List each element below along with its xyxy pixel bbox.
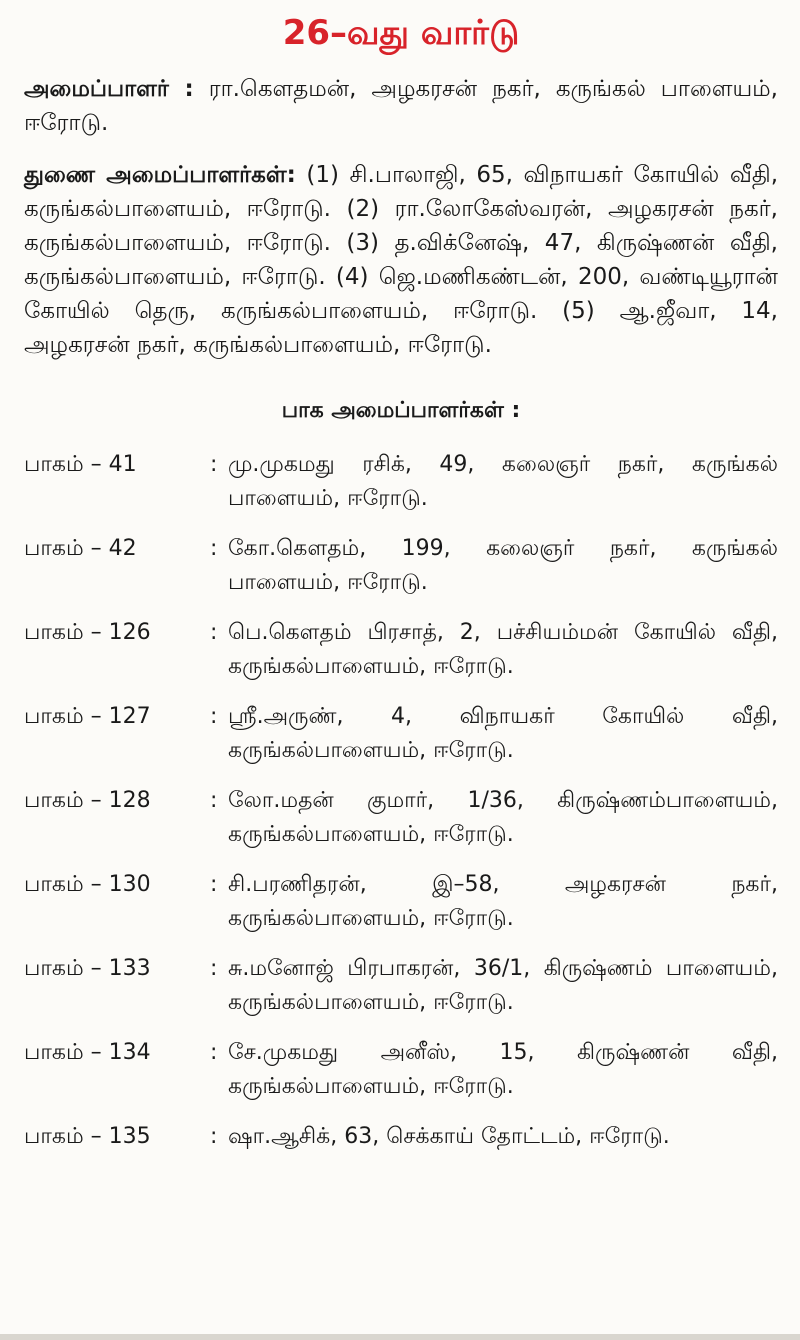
part-number: பாகம் – 128 xyxy=(24,788,151,813)
list-item xyxy=(24,784,778,852)
separator-colon: : xyxy=(210,536,218,561)
list-item xyxy=(24,700,778,768)
part-organizers-heading: பாக அமைப்பாளர்கள் : xyxy=(281,398,521,423)
separator-colon: : xyxy=(210,1124,218,1149)
deputy-organizers-text: (1) சி.பாலாஜி, 65, விநாயகர் கோயில் வீதி, கருங்கல்பாளையம், ஈரோடு. (2) ரா.லோகேஸ்வரன், அழகரசன் நகர், கருங்கல்பாளையம், ஈரோடு. (3) த.விக்னேஷ், 47, கிருஷ்ணன் வீதி, கருங்கல்பாளையம், ஈரோடு. (4) ஜெ.மணிகண்டன், 200, வண்டியூரான் கோயில் தெரு, கருங்கல்பாளையம், ஈரோடு. (5) ஆ.ஜீவா, 14, அழகரசன் நகர், கருங்கல்பாளையம், ஈரோடு. xyxy=(24,162,779,358)
list-item xyxy=(24,868,778,936)
bottom-divider xyxy=(0,1334,800,1340)
list-item xyxy=(24,1120,778,1154)
list-item xyxy=(24,448,778,516)
separator-colon: : xyxy=(210,956,218,981)
part-organizer-details: சே.முகமது அனீஸ், 15, கிருஷ்ணன் வீதி, கருங்கல்பாளையம், ஈரோடு. xyxy=(228,1040,778,1099)
organizer-label: அமைப்பாளர் : xyxy=(24,76,194,102)
list-item xyxy=(24,952,778,1020)
part-number: பாகம் – 42 xyxy=(24,536,137,561)
part-organizer-details: சி.பரணிதரன், இ–58, அழகரசன் நகர், கருங்கல்பாளையம், ஈரோடு. xyxy=(228,872,778,931)
list-item xyxy=(24,1036,778,1104)
part-organizer-details: லோ.மதன் குமார், 1/36, கிருஷ்ணம்பாளையம், கருங்கல்பாளையம், ஈரோடு. xyxy=(228,788,778,847)
ward-title: 26–வது வார்டு xyxy=(282,13,520,53)
part-organizer-details: பெ.கௌதம் பிரசாத், 2, பச்சியம்மன் கோயில் வீதி, கருங்கல்பாளையம், ஈரோடு. xyxy=(228,620,778,679)
deputy-organizers-paragraph xyxy=(24,158,778,362)
separator-colon: : xyxy=(210,704,218,729)
part-organizer-details: ஸ்ரீ.அருண், 4, விநாயகர் கோயில் வீதி, கருங்கல்பாளையம், ஈரோடு. xyxy=(228,704,778,763)
separator-colon: : xyxy=(210,788,218,813)
list-item xyxy=(24,532,778,600)
part-organizer-details: மு.முகமது ரசிக், 49, கலைஞர் நகர், கருங்கல் பாளையம், ஈரோடு. xyxy=(228,452,778,511)
organizer-paragraph xyxy=(24,72,778,140)
list-item xyxy=(24,616,778,684)
organizer-text: ரா.கௌதமன், அழகரசன் நகர், கருங்கல் பாளையம், ஈரோடு. xyxy=(24,76,778,136)
separator-colon: : xyxy=(210,872,218,897)
part-number: பாகம் – 127 xyxy=(24,704,151,729)
deputy-organizers-label: துணை அமைப்பாளர்கள்: xyxy=(24,162,296,188)
part-organizer-details: சு.மனோஜ் பிரபாகரன், 36/1, கிருஷ்ணம் பாளையம், கருங்கல்பாளையம், ஈரோடு. xyxy=(228,956,778,1015)
part-number: பாகம் – 135 xyxy=(24,1124,151,1149)
part-number: பாகம் – 130 xyxy=(24,872,151,897)
part-organizer-details: ஷா.ஆசிக், 63, செக்காய் தோட்டம், ஈரோடு. xyxy=(228,1124,670,1149)
separator-colon: : xyxy=(210,620,218,645)
part-organizer-details: கோ.கௌதம், 199, கலைஞர் நகர், கருங்கல் பாளையம், ஈரோடு. xyxy=(228,536,778,595)
part-number: பாகம் – 41 xyxy=(24,452,137,477)
part-number: பாகம் – 126 xyxy=(24,620,151,645)
separator-colon: : xyxy=(210,1040,218,1065)
part-number: பாகம் – 134 xyxy=(24,1040,151,1065)
part-organizers-list xyxy=(24,448,778,1154)
separator-colon: : xyxy=(210,452,218,477)
part-number: பாகம் – 133 xyxy=(24,956,151,981)
